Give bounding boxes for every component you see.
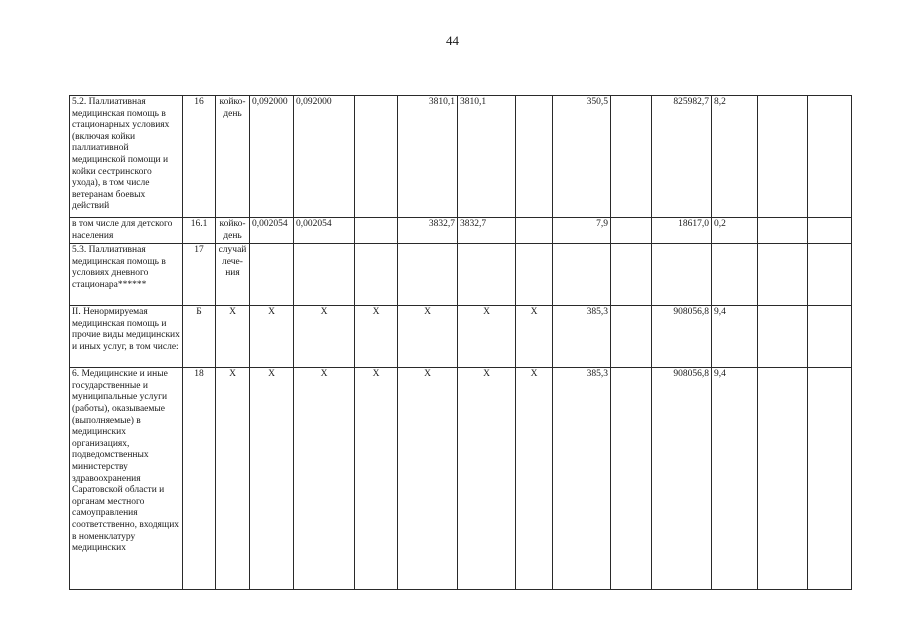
cell-c10: [611, 218, 652, 244]
cell-c7: X: [458, 306, 516, 368]
cell-c13: [758, 218, 808, 244]
cell-c5: [355, 96, 398, 218]
row-unit: X: [216, 368, 250, 590]
cell-c14: [808, 96, 852, 218]
cell-c8: X: [516, 306, 553, 368]
cell-c8: [516, 218, 553, 244]
cell-c7: [458, 244, 516, 306]
cell-c12: 8,2: [712, 96, 758, 218]
cell-c4: [294, 244, 355, 306]
table-row: [70, 306, 852, 368]
cell-c8: [516, 96, 553, 218]
cell-c6: 3810,1: [398, 96, 458, 218]
cell-c12: 0,2: [712, 218, 758, 244]
cell-c4: 0,002054: [294, 218, 355, 244]
cell-c5: [355, 218, 398, 244]
row-unit: X: [216, 306, 250, 368]
row-number: Б: [183, 306, 216, 368]
cell-c10: [611, 306, 652, 368]
row-unit: койко-день: [216, 218, 250, 244]
row-name: II. Ненормируемая медицинская помощь и прочие виды медицинских и иных услуг, в том числе:: [70, 306, 183, 368]
cell-c12: [712, 244, 758, 306]
table-row: [70, 218, 852, 244]
cell-c3: X: [250, 368, 294, 590]
cell-c8: X: [516, 368, 553, 590]
cell-c4: 0,092000: [294, 96, 355, 218]
row-unit: койко-день: [216, 96, 250, 218]
cell-c10: [611, 244, 652, 306]
cell-c3: 0,092000: [250, 96, 294, 218]
cell-c7: X: [458, 368, 516, 590]
cell-c13: [758, 368, 808, 590]
cell-c12: 9,4: [712, 368, 758, 590]
row-number: 18: [183, 368, 216, 590]
cell-c5: X: [355, 368, 398, 590]
cell-c11: 908056,8: [652, 368, 712, 590]
page-number: 44: [446, 33, 459, 48]
row-name: 5.2. Паллиативная медицинская помощь в стационарных условиях (включая койки паллиативной медицинской помощи и койки сестринского ухода), в том числе ветеранам боевых действий: [70, 96, 183, 218]
cell-c10: [611, 368, 652, 590]
cell-c14: [808, 218, 852, 244]
cell-c11: 18617,0: [652, 218, 712, 244]
cell-c3: 0,002054: [250, 218, 294, 244]
cell-c9: [553, 244, 611, 306]
cell-c5: [355, 244, 398, 306]
data-table: [69, 95, 852, 590]
row-name: 5.3. Паллиативная медицинская помощь в условиях дневного стационара******: [70, 244, 183, 306]
cell-c14: [808, 306, 852, 368]
cell-c8: [516, 244, 553, 306]
table-row: [70, 96, 852, 218]
row-number: 16.1: [183, 218, 216, 244]
cell-c7: 3832,7: [458, 218, 516, 244]
cell-c4: X: [294, 306, 355, 368]
cell-c7: 3810,1: [458, 96, 516, 218]
table-row: [70, 368, 852, 590]
cell-c6: X: [398, 306, 458, 368]
cell-c6: [398, 244, 458, 306]
cell-c10: [611, 96, 652, 218]
cell-c4: X: [294, 368, 355, 590]
cell-c9: 385,3: [553, 368, 611, 590]
cell-c6: X: [398, 368, 458, 590]
cell-c12: 9,4: [712, 306, 758, 368]
cell-c13: [758, 96, 808, 218]
row-name: в том числе для детского населения: [70, 218, 183, 244]
cell-c14: [808, 368, 852, 590]
cell-c5: X: [355, 306, 398, 368]
row-number: 16: [183, 96, 216, 218]
cell-c9: 350,5: [553, 96, 611, 218]
cell-c14: [808, 244, 852, 306]
cell-c9: 7,9: [553, 218, 611, 244]
cell-c13: [758, 306, 808, 368]
row-name: 6. Медицинские и иные государственные и муниципальные услуги (работы), оказываемые (выполняемые) в медицинских организациях, подведомственных министерству здравоохранения Саратовской области и органам местного самоуправления соответственно, входящих в номенклатуру медицинских: [70, 368, 183, 590]
cell-c6: 3832,7: [398, 218, 458, 244]
cell-c11: 825982,7: [652, 96, 712, 218]
row-unit: случай лече-ния: [216, 244, 250, 306]
cell-c3: X: [250, 306, 294, 368]
cell-c11: 908056,8: [652, 306, 712, 368]
cell-c13: [758, 244, 808, 306]
table-row: [70, 244, 852, 306]
cell-c9: 385,3: [553, 306, 611, 368]
row-number: 17: [183, 244, 216, 306]
cell-c11: [652, 244, 712, 306]
cell-c3: [250, 244, 294, 306]
